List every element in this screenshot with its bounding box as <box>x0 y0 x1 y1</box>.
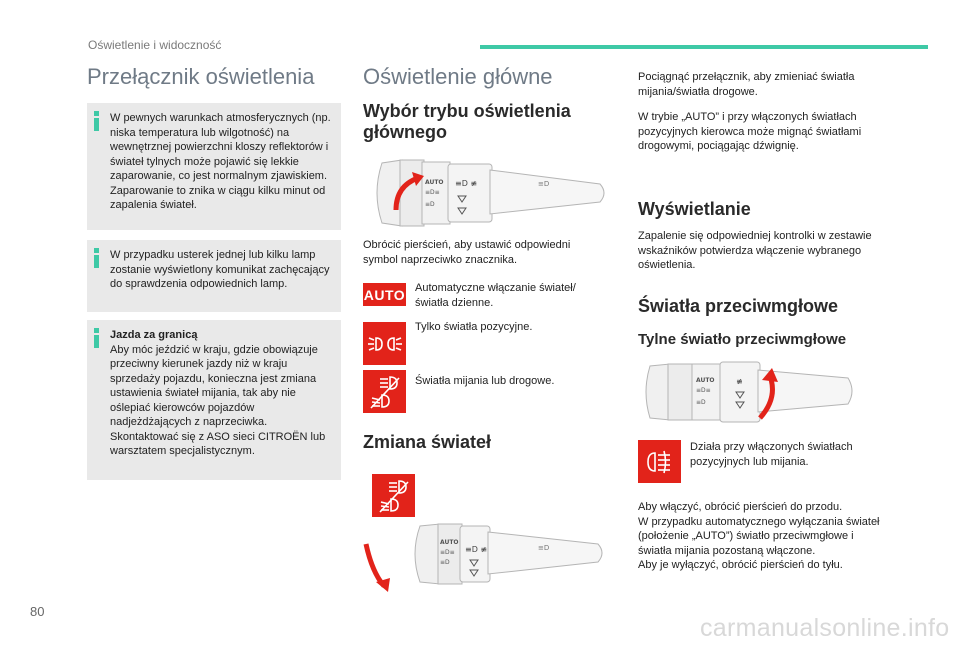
info-box-lamp-fault <box>87 240 341 312</box>
beam-pull-text: Pociągnąć przełącznik, aby zmieniać światła mijania/światła drogowe. <box>638 71 855 98</box>
display-text: Zapalenie się odpowiedniej kontrolki w zestawie wskaźników potwierdza włączenie wybranego oświetlenia. <box>638 230 872 271</box>
stalk-auto-label: AUTO <box>696 377 715 384</box>
info-box-condensation <box>87 103 341 230</box>
watermark: carmanualsonline.info <box>700 614 950 642</box>
info-text-abroad: Aby móc jeździć w kraju, gdzie obowiązuje przeciwny kierunek jazdy niż w kraju sprzedaży pojazdu, konieczna jest zmiana ustawienia świateł mijania, tak aby nie oślepiać kierowców pojazdów nadjeżdżających z naprzeciwka. Skontaktować się z ASO sieci CITROËN lub warsztatem specjalistycznym. <box>110 343 326 457</box>
info-icon <box>94 248 99 268</box>
auto-flash-text: W trybie „AUTO” i przy włączonych światłach pozycyjnych kierowca może mignąć światłami drogowymi, pociągając dźwignię. <box>638 111 862 152</box>
svg-text:≡D: ≡D <box>538 544 550 552</box>
lighting-stalk-illustration <box>362 148 612 238</box>
rear-fog-steps <box>638 500 883 573</box>
rear-fog-text: Działa przy włączonych światłach pozycyjnych lub mijania. <box>690 441 853 468</box>
fog-lights-heading: Światła przeciwmgłowe <box>638 296 839 316</box>
main-lighting-title: Oświetlenie główne <box>363 64 553 89</box>
stalk-auto-label: AUTO <box>425 179 444 186</box>
svg-text:≡D: ≡D <box>440 559 450 566</box>
item-auto-text: Automatyczne włączanie świateł/ światła dzienne. <box>415 282 576 309</box>
beam-switch-stalk-illustration <box>362 520 612 600</box>
low-high-beam-icon <box>376 478 412 514</box>
display-heading: Wyświetlanie <box>638 199 751 219</box>
svg-text:≡D≡: ≡D≡ <box>696 387 711 394</box>
rear-fog-heading: Tylne światło przeciwmgłowe <box>638 331 847 348</box>
svg-text:≢: ≢ <box>736 377 743 386</box>
section-label: Oświetlenie i widoczność <box>88 38 222 52</box>
mode-selection-intro: Obrócić pierścień, aby ustawić odpowiedni symbol naprzeciwko znacznika. <box>363 239 571 266</box>
auto-badge: AUTO <box>363 283 406 306</box>
change-lights-heading: Zmiana świateł <box>363 432 492 452</box>
stalk-auto-label: AUTO <box>440 539 459 546</box>
info-box-abroad <box>87 320 341 480</box>
beam-switch-badge <box>372 474 415 517</box>
svg-text:≡D: ≡D <box>538 180 550 188</box>
svg-text:≡D: ≡D <box>696 399 706 406</box>
rear-fog-badge <box>638 440 681 483</box>
step-on: Aby włączyć, obrócić pierścień do przodu. <box>638 501 843 513</box>
svg-text:≡D≡: ≡D≡ <box>425 189 440 196</box>
position-lights-icon <box>367 332 403 356</box>
position-lights-badge <box>363 322 406 365</box>
beam-lights-badge <box>363 370 406 413</box>
info-title-abroad: Jazda za granicą <box>110 329 198 341</box>
svg-text:≡D ≢: ≡D ≢ <box>465 545 488 554</box>
step-off: Aby je wyłączyć, obrócić pierścień do tyłu. <box>638 559 843 571</box>
mode-selection-heading: Wybór trybu oświetlenia głównego <box>363 101 571 142</box>
page-number: 80 <box>30 604 45 619</box>
left-title: Przełącznik oświetlenia <box>87 64 315 89</box>
item-position-text: Tylko światła pozycyjne. <box>415 321 533 333</box>
low-high-beam-icon <box>367 374 403 410</box>
info-text-condensation: W pewnych warunkach atmosferycznych (np. niska temperatura lub wilgotność) na wewnętrznej powierzchni kloszy reflektorów i świateł tylnych może pojawić się lekkie zaparowanie, co jest normalnym zjawiskiem. Zaparowanie to znika w ciągu kilku minut od zapalenia świateł. <box>110 112 331 211</box>
rear-fog-stalk-illustration <box>638 358 888 428</box>
step-on-detail: W przypadku automatycznego wyłączania świateł (położenie „AUTO”) światło przeciwmgłowe i światła mijania pozostaną włączone. <box>638 515 880 557</box>
info-icon <box>94 111 99 131</box>
section-accent-bar <box>480 45 928 49</box>
info-icon <box>94 328 99 348</box>
svg-text:≡D ≢: ≡D ≢ <box>455 179 478 188</box>
info-text-lamp-fault: W przypadku usterek jednej lub kilku lamp zostanie wyświetlony komunikat zachęcający do sprawdzenia odpowiednich lamp. <box>110 249 330 290</box>
svg-text:≡D≡: ≡D≡ <box>440 549 455 556</box>
item-beam-text: Światła mijania lub drogowe. <box>415 375 555 387</box>
svg-text:≡D: ≡D <box>425 201 435 208</box>
rear-fog-icon <box>644 448 676 476</box>
